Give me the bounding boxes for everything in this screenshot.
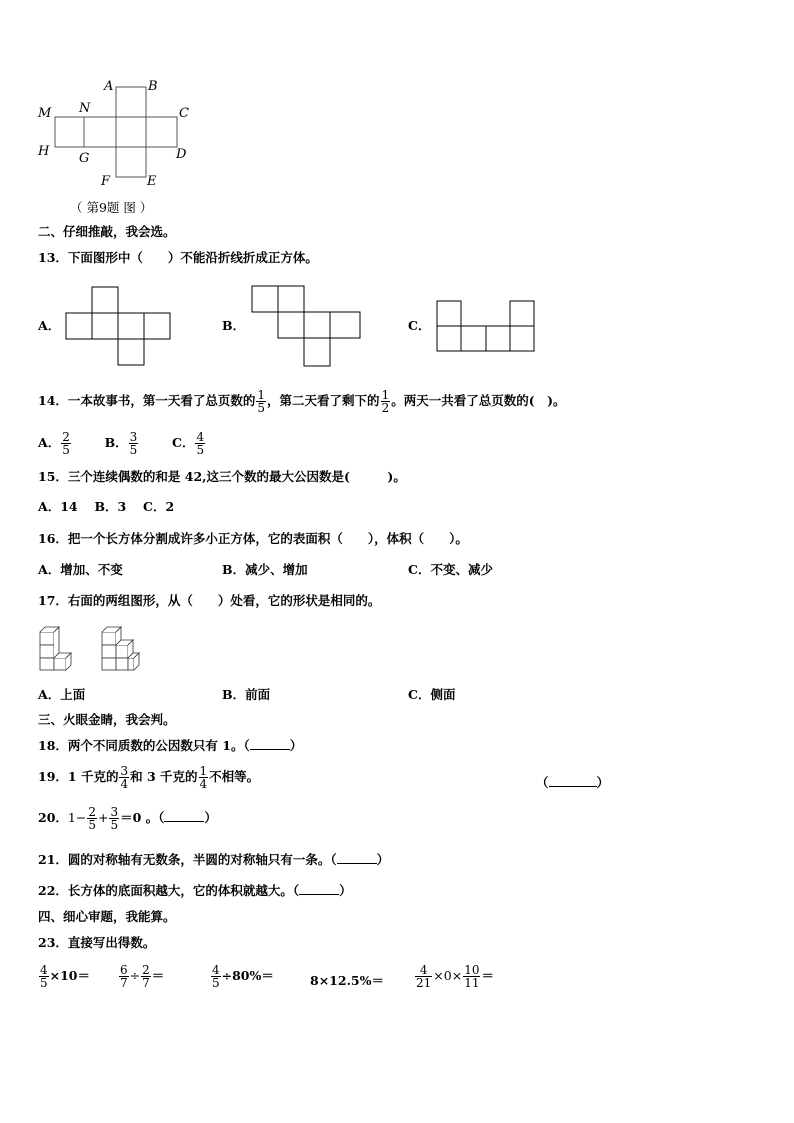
figure-caption: （ 第9题 图 ） xyxy=(70,200,153,215)
question-19: 19．1 千克的 $\frac{3}{4}$ 和 3 千克的 $\frac{1}{4}$ 不相等。 xyxy=(38,764,260,791)
q13-option-b: B． xyxy=(222,318,246,333)
question-17: 17．右面的两组图形，从（ ）处看，它的形状是相同的。 xyxy=(38,593,381,608)
fraction-1-5: $\frac{1}{5}$ xyxy=(257,388,266,415)
section-3-heading: 三、火眼金睛，我会判。 xyxy=(38,712,176,727)
question-21: 21．圆的对称轴有无数条，半圆的对称轴只有一条。（ ） xyxy=(38,852,390,867)
q13-option-a: A． xyxy=(38,318,61,333)
label-g: G xyxy=(79,151,90,166)
label-d: D xyxy=(176,147,187,162)
q17-option-b: B．前面 xyxy=(222,687,271,702)
question-16: 16．把一个长方体分割成许多小正方体，它的表面积（ ），体积（ ）。 xyxy=(38,531,468,546)
q16-option-b: B．减少、增加 xyxy=(222,562,308,577)
section-4-heading: 四、细心审题，我能算。 xyxy=(38,909,176,924)
answer-blank[interactable] xyxy=(549,774,597,787)
label-n: N xyxy=(79,101,91,116)
q23-expr-1: $\frac{4}{5}$ ×10＝ xyxy=(40,963,91,990)
question-18: 18．两个不同质数的公因数只有 1。（ ） xyxy=(38,738,303,753)
label-f: F xyxy=(101,174,111,189)
label-m: M xyxy=(38,106,52,121)
question-20: 20．1− $\frac{2}{5}$ + $\frac{3}{5}$ ＝0 。（ ） xyxy=(38,805,217,832)
q15-options: A．14 B．3 C．2 xyxy=(38,499,175,514)
q23-expr-3: $\frac{4}{5}$ ÷80%＝ xyxy=(212,963,274,990)
label-a: A xyxy=(104,79,114,94)
question-15: 15．三个连续偶数的和是 42,这三个数的最大公因数是( )。 xyxy=(38,469,406,484)
question-22: 22．长方体的底面积越大，它的体积就越大。（ ） xyxy=(38,883,352,898)
label-c: C xyxy=(179,106,189,121)
answer-blank[interactable] xyxy=(250,737,290,750)
q23-expr-4: 8×12.5%＝ xyxy=(310,973,384,988)
section-2-heading: 二、仔细推敲，我会选。 xyxy=(38,224,176,239)
q14-options: A． $\frac{2}{5}$ B． $\frac{3}{5}$ C． $\frac{4}{5}$ xyxy=(38,430,205,457)
answer-blank[interactable] xyxy=(337,851,377,864)
question-14: 14．一本故事书，第一天看了总页数的 $\frac{1}{5}$ ，第二天看了剩下的 $\frac{1}{2}$ 。两天一共看了总页数的( )。 xyxy=(38,388,566,415)
question-23: 23．直接写出得数。 xyxy=(38,935,156,950)
q17-option-c: C．侧面 xyxy=(408,687,456,702)
q23-expr-2: $\frac{6}{7}$ ÷ $\frac{2}{7}$ ＝ xyxy=(120,963,165,990)
label-e: E xyxy=(147,174,157,189)
label-b: B xyxy=(148,79,158,94)
q23-expr-5: $\frac{4}{21}$ ×0× $\frac{10}{11}$ ＝ xyxy=(416,963,494,990)
fraction-1-2: $\frac{1}{2}$ xyxy=(381,388,390,415)
q16-option-a: A．增加、不变 xyxy=(38,562,123,577)
label-h: H xyxy=(38,144,50,159)
q16-option-c: C．不变、减少 xyxy=(408,562,493,577)
answer-blank[interactable] xyxy=(299,882,339,895)
q19-answer: （ ） xyxy=(536,775,610,790)
q13-option-c: C． xyxy=(408,318,431,333)
question-13: 13．下面图形中（ ）不能沿折线折成正方体。 xyxy=(38,250,318,265)
q17-option-a: A．上面 xyxy=(38,687,86,702)
answer-blank[interactable] xyxy=(164,809,204,822)
